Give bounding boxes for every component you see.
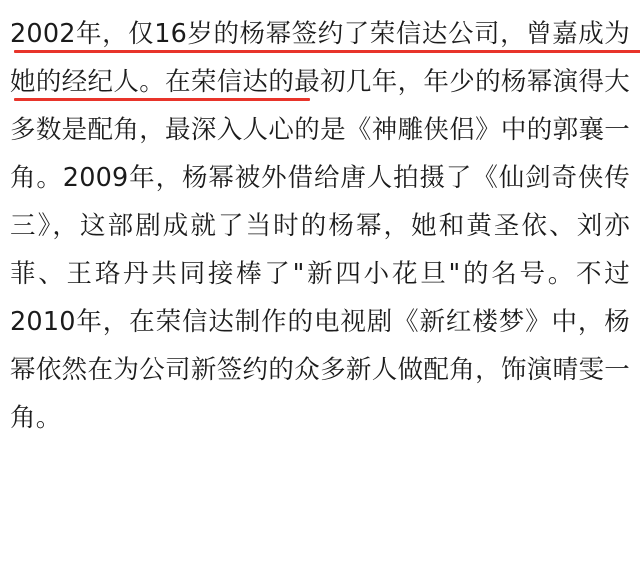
article-paragraph: 2002年，仅16岁的杨幂签约了荣信达公司，曾嘉成为她的经纪人。在荣信达的最初几年，年少的杨幂演得大多数是配角，最深入人心的是《神雕侠侣》中的郭襄一角。2009年，杨幂被外借给唐人拍摄了《仙剑奇侠传三》，这部剧成就了当时的杨幂，她和黄圣依、刘亦菲、王珞丹共同接棒了"新四小花旦"的名号。不过2010年，在荣信达制作的电视剧《新红楼梦》中，杨幂依然在为公司新签约的众多新人做配角，饰演晴雯一角。 [10,19,630,433]
article-body [10,10,630,442]
